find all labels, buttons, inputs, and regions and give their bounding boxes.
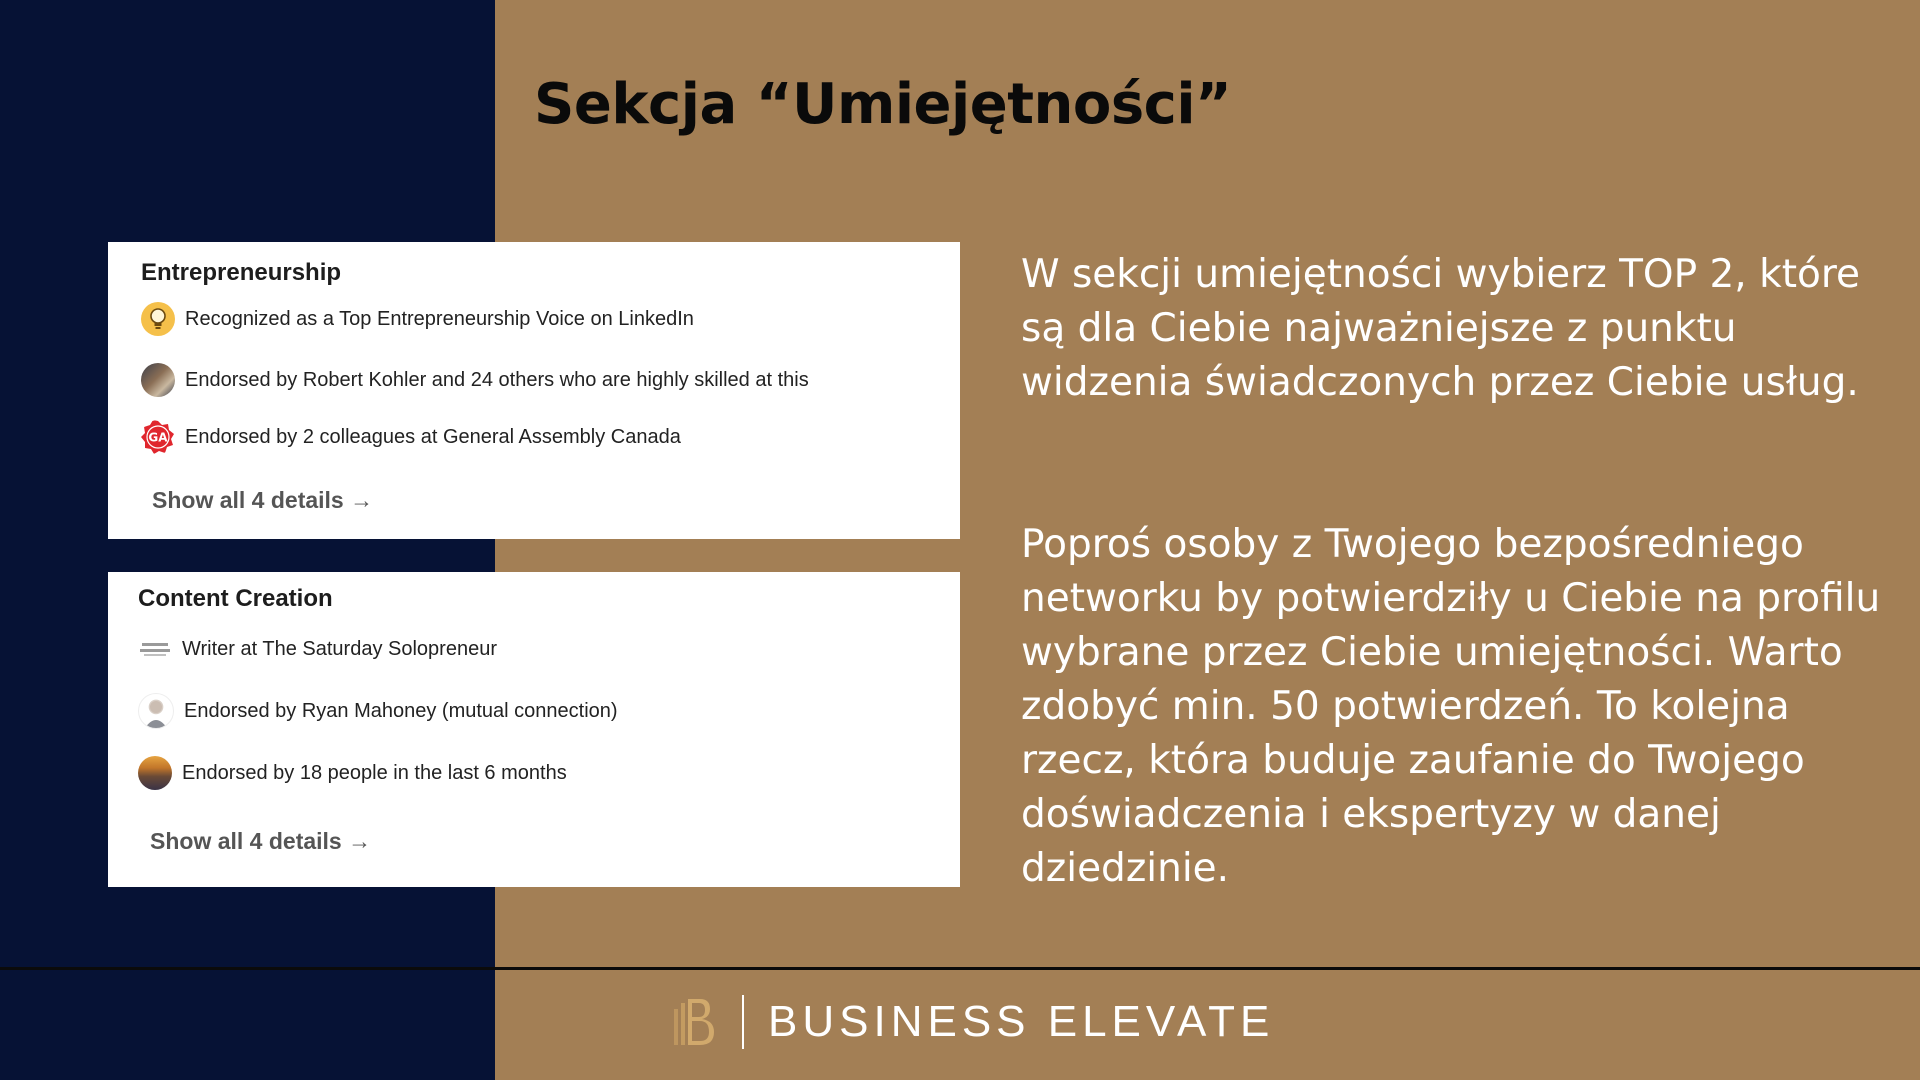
skill-detail-text: Endorsed by Ryan Mahoney (mutual connection) <box>184 699 618 722</box>
skill-detail-row <box>141 417 681 457</box>
skill-detail-text: Endorsed by 18 people in the last 6 months <box>182 761 567 784</box>
brand-name: BUSINESS ELEVATE <box>768 997 1275 1046</box>
show-all-details-link[interactable]: Show all 4 details → <box>150 828 372 854</box>
footer-brand <box>672 995 1274 1049</box>
skill-detail-text: Endorsed by 2 colleagues at General Assembly Canada <box>185 425 681 448</box>
general-assembly-logo-icon <box>141 420 175 454</box>
slide-title: Sekcja “Umiejętności” <box>534 72 1232 137</box>
avatar-photo-icon <box>138 756 172 790</box>
skill-detail-row <box>138 691 618 731</box>
footer-divider-line <box>0 967 1920 970</box>
skill-detail-row <box>138 629 497 669</box>
business-elevate-logo-icon <box>672 995 716 1049</box>
skill-detail-text: Endorsed by Robert Kohler and 24 others who are highly skilled at this <box>185 368 809 391</box>
skill-title: Content Creation <box>138 585 333 612</box>
navy-background-panel <box>0 0 495 1080</box>
skill-detail-row <box>141 299 694 339</box>
skill-title: Entrepreneurship <box>141 259 342 286</box>
avatar-photo-icon <box>138 693 174 729</box>
brand-divider <box>742 995 744 1049</box>
skill-detail-row <box>141 360 809 400</box>
skill-detail-row <box>138 753 567 793</box>
show-all-details-link[interactable]: Show all 4 details → <box>152 487 374 513</box>
avatar-photo-icon <box>141 363 175 397</box>
saturday-solopreneur-logo-icon <box>138 632 172 666</box>
skill-detail-text: Writer at The Saturday Solopreneur <box>182 637 497 660</box>
body-paragraph-2: Poproś osoby z Twojego bezpośredniego networku by potwierdziły u Ciebie na profilu wybrane przez Ciebie umiejętności. Warto zdobyć min. 50 potwierdzeń. To kolejna rzecz, która buduje zaufanie do Twojego doświadczenia i ekspertyzy w danej dziedzinie. <box>1021 522 1881 891</box>
skill-detail-text: Recognized as a Top Entrepreneurship Voice on LinkedIn <box>185 307 694 330</box>
skill-card-entrepreneurship <box>108 242 960 539</box>
lightbulb-icon <box>141 302 175 336</box>
skill-card-content-creation <box>108 572 960 887</box>
svg-text:GA: GA <box>148 430 168 445</box>
body-paragraph-1: W sekcji umiejętności wybierz TOP 2, które są dla Ciebie najważniejsze z punktu widzenia świadczonych przez Ciebie usług. <box>1021 252 1861 405</box>
